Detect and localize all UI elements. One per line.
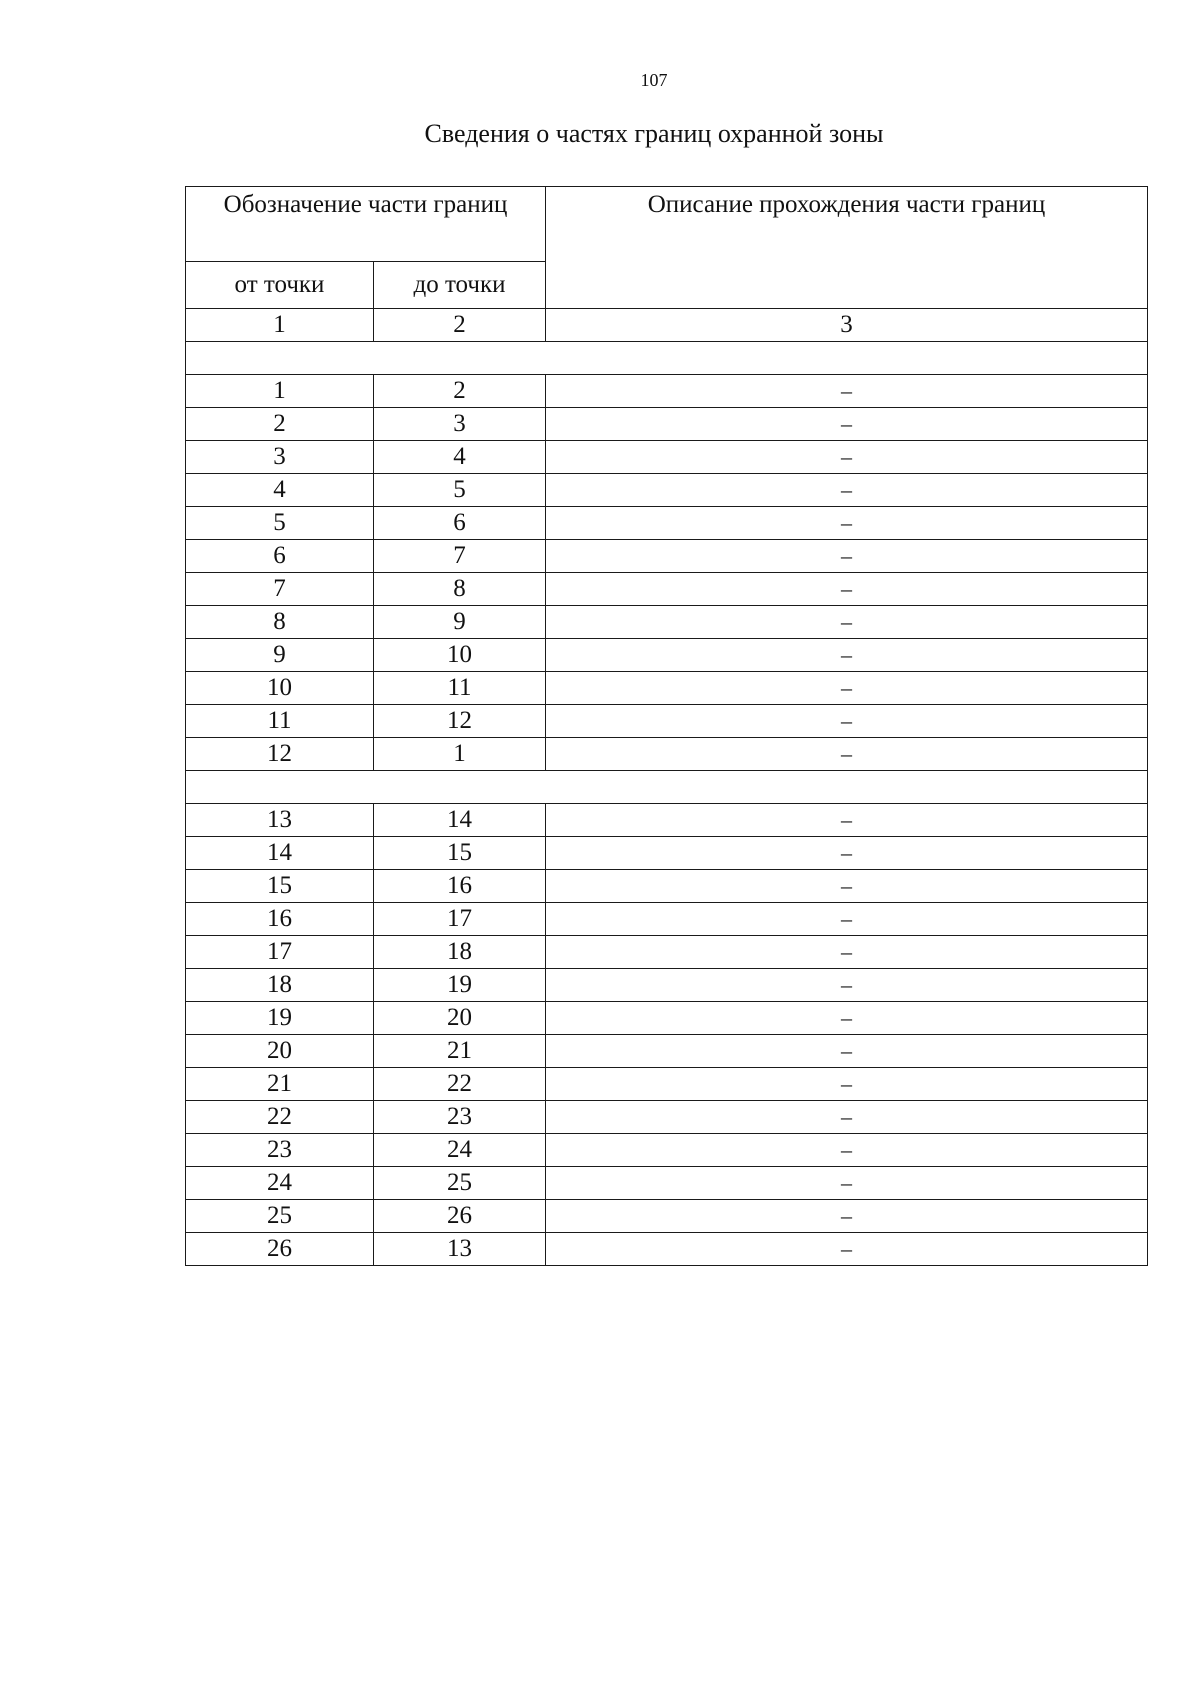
- description-cell: –: [546, 408, 1148, 441]
- table-row: [186, 1101, 1148, 1134]
- to-point-header: до точки: [374, 262, 546, 309]
- from-point-cell: 26: [186, 1233, 374, 1266]
- to-point-cell: 21: [374, 1035, 546, 1068]
- description-cell: –: [546, 870, 1148, 903]
- description-cell: –: [546, 540, 1148, 573]
- to-point-cell: 11: [374, 672, 546, 705]
- from-point-cell: 6: [186, 540, 374, 573]
- description-cell: –: [546, 375, 1148, 408]
- description-cell: –: [546, 1035, 1148, 1068]
- from-point-cell: 5: [186, 507, 374, 540]
- to-point-cell: 10: [374, 639, 546, 672]
- from-point-cell: 17: [186, 936, 374, 969]
- to-point-cell: 1: [374, 738, 546, 771]
- description-cell: –: [546, 474, 1148, 507]
- to-point-cell: 22: [374, 1068, 546, 1101]
- description-cell: –: [546, 837, 1148, 870]
- to-point-cell: 16: [374, 870, 546, 903]
- group-separator: [186, 342, 1148, 375]
- page-title: Сведения о частях границ охранной зоны: [424, 119, 884, 148]
- to-point-cell: 8: [374, 573, 546, 606]
- table-row: [186, 1035, 1148, 1068]
- description-cell: –: [546, 1200, 1148, 1233]
- to-point-cell: 20: [374, 1002, 546, 1035]
- table-row: [186, 936, 1148, 969]
- description-cell: –: [546, 672, 1148, 705]
- description-cell: –: [546, 705, 1148, 738]
- table-row: [186, 804, 1148, 837]
- table-row: [186, 1134, 1148, 1167]
- to-point-cell: 23: [374, 1101, 546, 1134]
- from-point-cell: 2: [186, 408, 374, 441]
- to-point-cell: 19: [374, 969, 546, 1002]
- from-point-cell: 15: [186, 870, 374, 903]
- table-row: [186, 507, 1148, 540]
- to-point-cell: 18: [374, 936, 546, 969]
- to-point-cell: 26: [374, 1200, 546, 1233]
- table-row: [186, 606, 1148, 639]
- description-cell: –: [546, 1134, 1148, 1167]
- description-cell: –: [546, 1101, 1148, 1134]
- description-cell: –: [546, 903, 1148, 936]
- to-point-cell: 6: [374, 507, 546, 540]
- table-header: [185, 186, 1148, 309]
- from-point-cell: 4: [186, 474, 374, 507]
- from-point-cell: 22: [186, 1101, 374, 1134]
- from-point-cell: 18: [186, 969, 374, 1002]
- table-body: [186, 309, 1148, 1266]
- description-cell: –: [546, 441, 1148, 474]
- table-row: [186, 1002, 1148, 1035]
- from-point-cell: 25: [186, 1200, 374, 1233]
- description-cell: –: [546, 738, 1148, 771]
- table-row: [186, 1233, 1148, 1266]
- table-row: [186, 870, 1148, 903]
- description-cell: –: [546, 1068, 1148, 1101]
- table-row: [186, 1167, 1148, 1200]
- to-point-cell: 3: [374, 408, 546, 441]
- to-point-cell: 2: [374, 375, 546, 408]
- from-point-cell: 23: [186, 1134, 374, 1167]
- table-row: [186, 969, 1148, 1002]
- description-cell: –: [546, 1002, 1148, 1035]
- from-point-cell: 12: [186, 738, 374, 771]
- from-point-cell: 16: [186, 903, 374, 936]
- column-number: 2: [374, 309, 546, 342]
- description-cell: –: [546, 804, 1148, 837]
- table-row: [186, 441, 1148, 474]
- table-row: [186, 408, 1148, 441]
- from-point-cell: 10: [186, 672, 374, 705]
- from-point-header: от точки: [186, 262, 374, 309]
- description-cell: –: [546, 936, 1148, 969]
- from-point-cell: 9: [186, 639, 374, 672]
- to-point-cell: 5: [374, 474, 546, 507]
- column-number: 1: [186, 309, 374, 342]
- description-cell: –: [546, 507, 1148, 540]
- column-number: 3: [546, 309, 1148, 342]
- from-point-cell: 19: [186, 1002, 374, 1035]
- description-cell: –: [546, 639, 1148, 672]
- table-row: [186, 540, 1148, 573]
- from-point-cell: 24: [186, 1167, 374, 1200]
- table-row: [186, 474, 1148, 507]
- from-point-cell: 7: [186, 573, 374, 606]
- to-point-cell: 7: [374, 540, 546, 573]
- designation-header: Обозначение части границ: [186, 187, 546, 262]
- table-row: [186, 1200, 1148, 1233]
- description-cell: –: [546, 1167, 1148, 1200]
- from-point-cell: 11: [186, 705, 374, 738]
- table-row: [186, 903, 1148, 936]
- to-point-cell: 25: [374, 1167, 546, 1200]
- from-point-cell: 20: [186, 1035, 374, 1068]
- table-row: [186, 705, 1148, 738]
- from-point-cell: 13: [186, 804, 374, 837]
- description-cell: –: [546, 606, 1148, 639]
- table-row: [186, 672, 1148, 705]
- table-row: [186, 375, 1148, 408]
- table-row: [186, 738, 1148, 771]
- group-separator-row: [186, 771, 1148, 804]
- table-row: [186, 1068, 1148, 1101]
- to-point-cell: 17: [374, 903, 546, 936]
- table-row: [186, 639, 1148, 672]
- to-point-cell: 24: [374, 1134, 546, 1167]
- description-cell: –: [546, 1233, 1148, 1266]
- to-point-cell: 13: [374, 1233, 546, 1266]
- from-point-cell: 3: [186, 441, 374, 474]
- from-point-cell: 14: [186, 837, 374, 870]
- group-separator-row: [186, 342, 1148, 375]
- boundary-table: [185, 308, 1148, 1266]
- to-point-cell: 12: [374, 705, 546, 738]
- to-point-cell: 4: [374, 441, 546, 474]
- description-cell: –: [546, 969, 1148, 1002]
- from-point-cell: 1: [186, 375, 374, 408]
- table-row: [186, 573, 1148, 606]
- description-header: Описание прохождения части границ: [546, 187, 1148, 309]
- page-number: 107: [640, 70, 668, 90]
- to-point-cell: 9: [374, 606, 546, 639]
- to-point-cell: 15: [374, 837, 546, 870]
- to-point-cell: 14: [374, 804, 546, 837]
- group-separator: [186, 771, 1148, 804]
- column-number-row: [186, 309, 1148, 342]
- from-point-cell: 21: [186, 1068, 374, 1101]
- from-point-cell: 8: [186, 606, 374, 639]
- description-cell: –: [546, 573, 1148, 606]
- table-row: [186, 837, 1148, 870]
